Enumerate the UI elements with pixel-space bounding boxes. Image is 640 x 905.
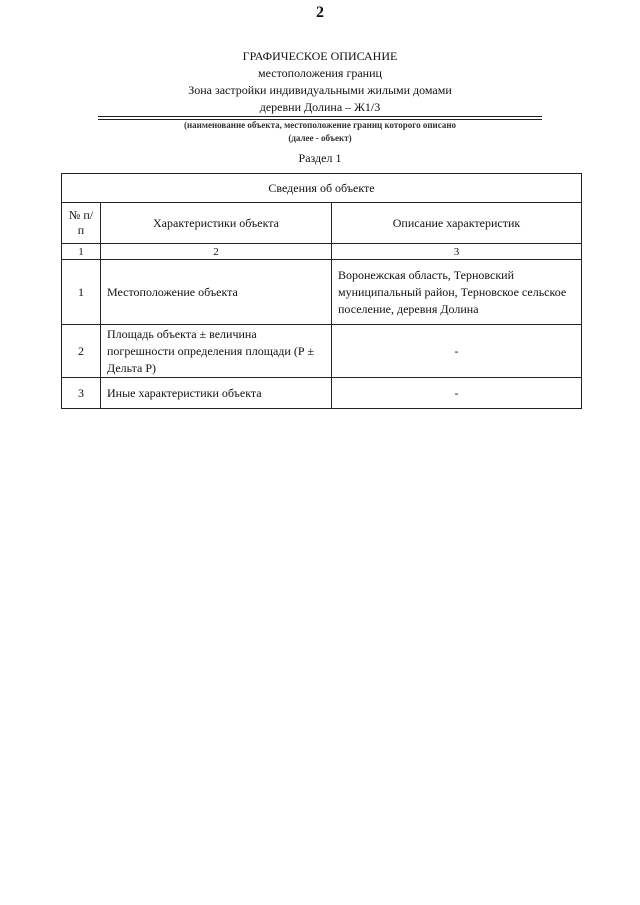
row-num: 3	[62, 378, 101, 409]
row-num: 1	[62, 260, 101, 325]
header-desc: Описание характеристик	[332, 203, 582, 244]
zone-name: Зона застройки индивидуальными жилыми домами	[188, 83, 452, 97]
object-note	[0, 119, 640, 145]
table-caption-row	[62, 174, 582, 203]
column-number: 1	[62, 244, 101, 260]
object-note-line: (наименование объекта, местоположение границ которого описано	[183, 120, 457, 130]
column-number: 2	[101, 244, 332, 260]
row-characteristic: Местоположение объекта	[101, 260, 332, 325]
column-number: 3	[332, 244, 582, 260]
row-characteristic: Иные характеристики объекта	[101, 378, 332, 409]
header-name: Характеристики объекта	[101, 203, 332, 244]
section-title: Раздел 1	[298, 151, 342, 165]
column-number-row	[62, 244, 582, 260]
page-number: 2	[316, 4, 324, 21]
zone-code: деревни Долина – Ж1/3	[259, 100, 381, 114]
document-subtitle: местоположения границ	[258, 66, 382, 80]
header-num: № п/п	[62, 203, 101, 244]
row-characteristic: Площадь объекта ± величина погрешности определения площади (Р ± Дельта Р)	[101, 325, 332, 378]
row-description: -	[332, 325, 582, 378]
table-row	[62, 378, 582, 409]
row-description: -	[332, 378, 582, 409]
document-header	[0, 48, 640, 116]
document-title: ГРАФИЧЕСКОЕ ОПИСАНИЕ	[242, 49, 398, 63]
table-row	[62, 325, 582, 378]
row-num: 2	[62, 325, 101, 378]
row-description: Воронежская область, Терновский муниципальный район, Терновское сельское поселение, деревня Долина	[332, 260, 582, 325]
divider-line	[98, 116, 542, 117]
object-note-line: (далее - объект)	[288, 133, 352, 143]
object-info-table	[61, 173, 582, 409]
table-caption: Сведения об объекте	[62, 174, 582, 203]
table-header-row	[62, 203, 582, 244]
table-row	[62, 260, 582, 325]
